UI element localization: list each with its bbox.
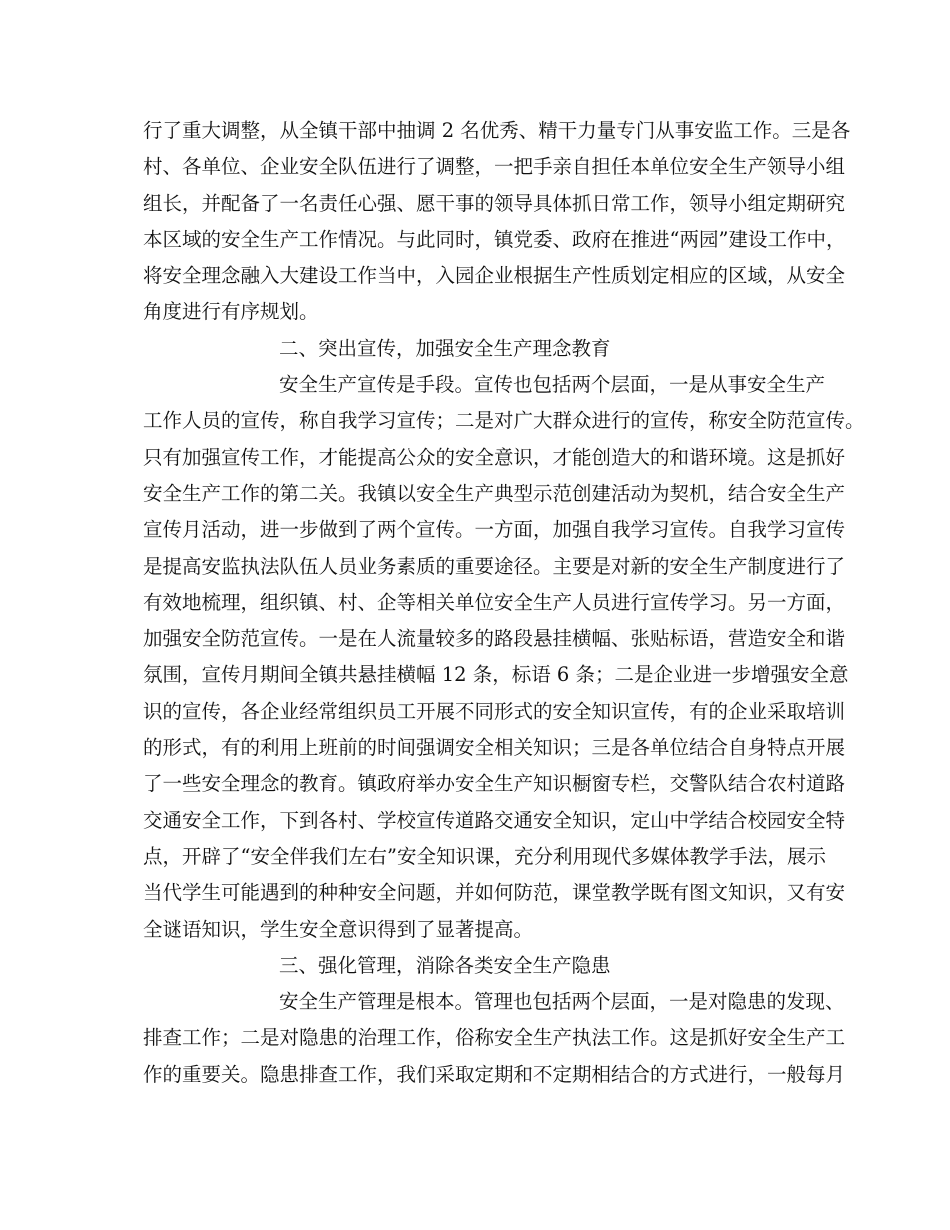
text-line: 安全生产工作的第二关。我镇以安全生产典型示范创建活动为契机，结合安全生产 xyxy=(143,481,846,505)
text-line: 工作人员的宣传，称自我学习宣传；二是对广大群众进行的宣传，称安全防范宣传。 xyxy=(143,409,865,433)
text-line: 有效地梳理，组织镇、村、企等相关单位安全生产人员进行宣传学习。另一方面， xyxy=(143,590,846,614)
text-line: 只有加强宣传工作，才能提高公众的安全意识，才能创造大的和谐环境。这是抓好 xyxy=(143,445,846,469)
text-line: 全谜语知识，学生安全意识得到了显著提高。 xyxy=(143,917,534,941)
text-line: 安全生产宣传是手段。宣传也包括两个层面，一是从事安全生产 xyxy=(279,373,826,397)
text-line: 交通安全工作，下到各村、学校宣传道路交通安全知识，定山中学结合校园安全特 xyxy=(143,808,846,832)
text-line: 的形式，有的利用上班前的时间强调安全相关知识；三是各单位结合自身特点开展 xyxy=(143,736,846,760)
text-line: 加强安全防范宣传。一是在人流量较多的路段悬挂横幅、张贴标语，营造安全和谐 xyxy=(143,627,846,651)
section-heading: 三、强化管理，消除各类安全生产隐患 xyxy=(279,953,611,977)
text-line: 将安全理念融入大建设工作当中，入园企业根据生产性质划定相应的区域，从安全 xyxy=(143,264,846,288)
text-line: 点，开辟了“安全伴我们左右”安全知识课，充分利用现代多媒体教学手法，展示 xyxy=(143,844,826,868)
section-heading: 二、突出宣传，加强安全生产理念教育 xyxy=(279,336,611,360)
text-line: 识的宣传，各企业经常组织员工开展不同形式的安全知识宣传，有的企业采取培训 xyxy=(143,699,846,723)
text-line: 本区域的安全生产工作情况。与此同时，镇党委、政府在推进“两园”建设工作中， xyxy=(143,227,846,251)
text-line: 村、各单位、企业安全队伍进行了调整，一把手亲自担任本单位安全生产领导小组 xyxy=(143,155,846,179)
text-line: 行了重大调整，从全镇干部中抽调 2 名优秀、精干力量专门从事安监工作。三是各 xyxy=(143,119,851,142)
text-line: 了一些安全理念的教育。镇政府举办安全生产知识橱窗专栏，交警队结合农村道路 xyxy=(143,772,846,796)
text-line: 角度进行有序规划。 xyxy=(143,300,319,324)
text-line: 是提高安监执法队伍人员业务素质的重要途径。主要是对新的安全生产制度进行了 xyxy=(143,554,846,578)
text-line: 安全生产管理是根本。管理也包括两个层面，一是对隐患的发现、 xyxy=(279,990,845,1014)
text-line: 当代学生可能遇到的种种安全问题，并如何防范，课堂教学既有图文知识，又有安 xyxy=(143,881,846,905)
text-line: 组长，并配备了一名责任心强、愿干事的领导具体抓日常工作，领导小组定期研究 xyxy=(143,191,846,215)
text-line: 作的重要关。隐患排查工作，我们采取定期和不定期相结合的方式进行，一般每月 xyxy=(143,1062,846,1086)
text-line: 排查工作；二是对隐患的治理工作，俗称安全生产执法工作。这是抓好安全生产工 xyxy=(143,1026,846,1050)
text-line: 宣传月活动，进一步做到了两个宣传。一方面，加强自我学习宣传。自我学习宣传 xyxy=(143,518,846,542)
document-body xyxy=(143,113,865,1093)
text-line: 氛围，宣传月期间全镇共悬挂横幅 12 条，标语 6 条；二是企业进一步增强安全意 xyxy=(143,663,849,687)
